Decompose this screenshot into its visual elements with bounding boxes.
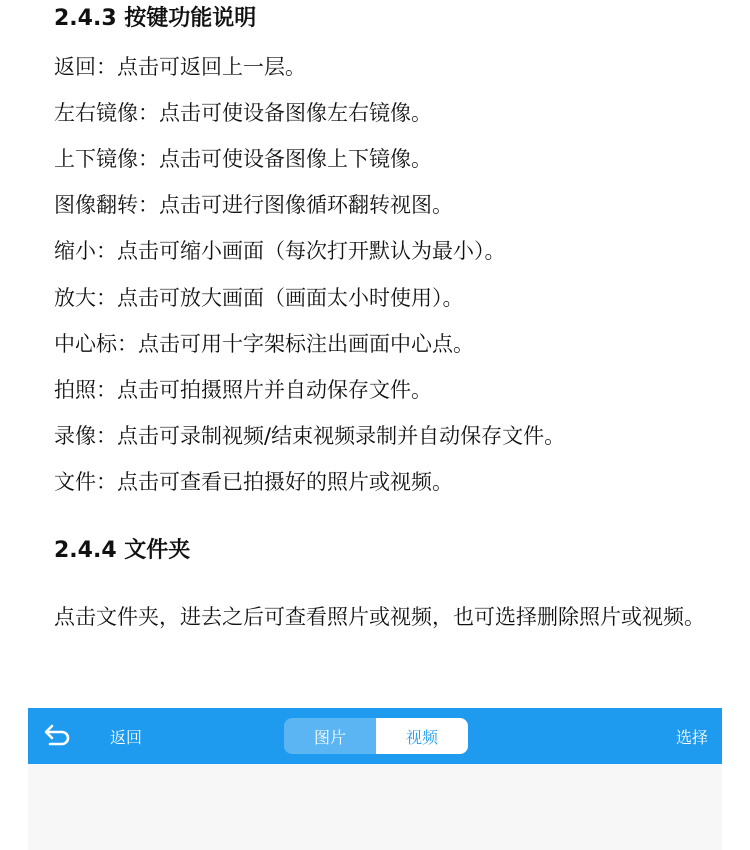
section-heading-keys: 2.4.3 按键功能说明 [54, 6, 257, 31]
app-topbar [28, 708, 722, 764]
media-segmented-control [284, 718, 468, 754]
folder-description: 点击文件夹，进去之后可查看照片或视频，也可选择删除照片或视频。 [54, 605, 705, 629]
app-screenshot [28, 708, 722, 850]
select-button[interactable]: 选择 [675, 727, 708, 747]
list-item: 缩小：点击可缩小画面（每次打开默认为最小）。 [54, 239, 506, 263]
list-item: 录像：点击可录制视频/结束视频录制并自动保存文件。 [54, 424, 566, 448]
list-item: 中心标：点击可用十字架标注出画面中心点。 [54, 332, 474, 356]
back-label: 返回 [110, 727, 143, 747]
list-item: 放大：点击可放大画面（画面太小时使用）。 [54, 286, 464, 310]
list-item: 文件：点击可查看已拍摄好的照片或视频。 [54, 470, 453, 494]
section-heading-folder: 2.4.4 文件夹 [54, 538, 191, 563]
list-item: 左右镜像：点击可使设备图像左右镜像。 [54, 101, 432, 125]
tab-photos[interactable]: 图片 [284, 718, 376, 754]
list-item: 拍照：点击可拍摄照片并自动保存文件。 [54, 378, 432, 402]
back-arrow-icon [42, 720, 74, 752]
list-item: 图像翻转：点击可进行图像循环翻转视图。 [54, 193, 453, 217]
tab-videos[interactable]: 视频 [376, 718, 468, 754]
back-button[interactable] [42, 718, 142, 754]
list-item: 上下镜像：点击可使设备图像上下镜像。 [54, 147, 432, 171]
list-item: 返回：点击可返回上一层。 [54, 55, 306, 79]
